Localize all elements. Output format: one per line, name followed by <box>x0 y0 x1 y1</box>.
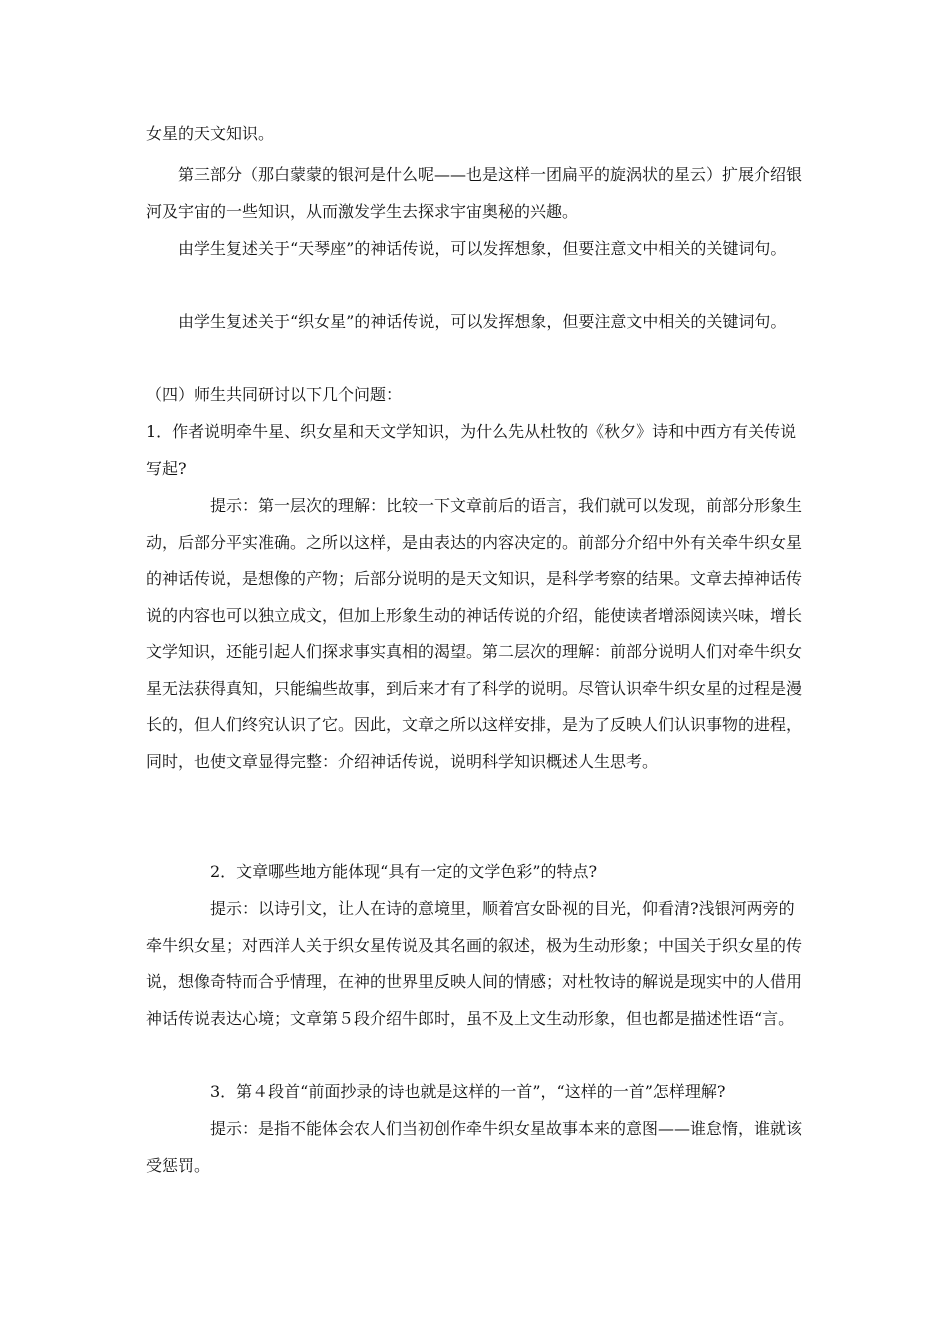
answer-three: 提示：是指不能体会农人们当初创作牵牛织女星故事本来的意图——谁怠惰，谁就该受惩罚。 <box>146 1119 803 1175</box>
question-three: 3．第４段首“前面抄录的诗也就是这样的一首”，“这样的一首”怎样理解? <box>210 1082 726 1101</box>
section-heading-four: （四）师生共同研讨以下几个问题： <box>146 385 403 404</box>
answer-one: 提示：第一层次的理解：比较一下文章前后的语言，我们就可以发现，前部分形象生动，后部分平实准确。之所以这样，是由表达的内容决定的。前部分介绍中外有关牵牛织女星的神话传说，是想像的产物；后部分说明的是天文知识，是科学考察的结果。文章去掉神话传说的内容也可以独立成文，但加上形象生动的神话传说的介绍，能使读者增添阅读兴味，增长文学知识，还能引起人们探求事实真相的渴望。第二层次的理解：前部分说明人们对牵牛织女星无法获得真知，只能编些故事，到后来才有了科学的说明。尽管认识牵牛织女星的过程是漫长的，但人们终究认识了它。因此，文章之所以这样安排，是为了反映人们认识事物的进程，同时，也使文章显得完整：介绍神话传说，说明科学知识概述人生思考。 <box>146 496 803 771</box>
paragraph-part-three: 第三部分（那白蒙蒙的银河是什么呢——也是这样一团扁平的旋涡状的星云）扩展介绍银河及宇宙的一些知识，从而激发学生去探求宇宙奥秘的兴趣。 <box>146 165 803 221</box>
question-two: 2．文章哪些地方能体现“具有一定的文学色彩”的特点? <box>210 862 598 881</box>
paragraph-continued-text: 女星的天文知识。 <box>146 124 275 143</box>
question-one: 1．作者说明牵牛星、织女星和天文学知识，为什么先从杜牧的《秋夕》诗和中西方有关传说写起? <box>146 422 797 478</box>
answer-two: 提示：以诗引文，让人在诗的意境里，顺着宫女卧视的目光，仰看清?浅银河两旁的牵牛织女星；对西洋人关于织女星传说及其名画的叙述，极为生动形象；中国关于织女星的传说，想像奇特而合乎情理，在神的世界里反映人间的情感；对杜牧诗的解说是现实中的人借用神话传说表达心境；文章第５段介绍牛郎时，虽不及上文生动形象，但也都是描述性语“言。 <box>146 899 803 1028</box>
paragraph-vega-retell: 由学生复述关于“织女星”的神话传说，可以发挥想象，但要注意文中相关的关键词句。 <box>178 312 787 331</box>
paragraph-lyra-retell: 由学生复述关于“天琴座”的神话传说，可以发挥想象，但要注意文中相关的关键词句。 <box>178 239 787 258</box>
